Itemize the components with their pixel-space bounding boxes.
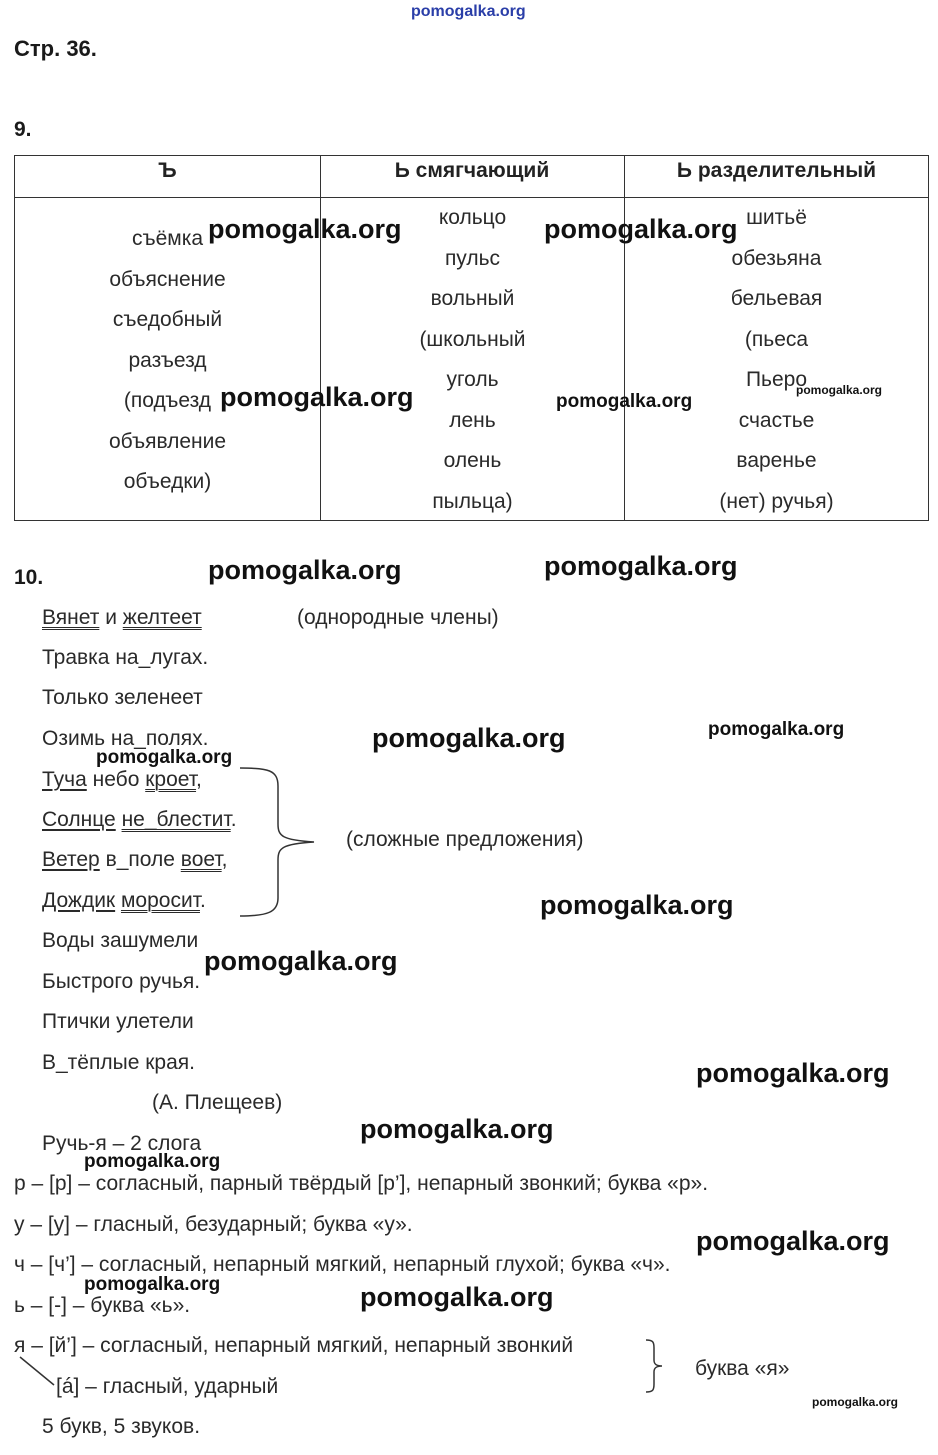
word: в_поле xyxy=(105,848,175,871)
watermark: pomogalka.org xyxy=(556,391,693,412)
punctuation: . xyxy=(230,808,237,831)
table-column-hard-sign xyxy=(15,219,320,503)
word-cell: кольцо xyxy=(438,206,507,229)
poem-line-10: Быстрого ручья. xyxy=(42,970,201,993)
watermark: pomogalka.org xyxy=(208,555,402,585)
watermark: pomogalka.org xyxy=(360,1282,554,1312)
poem-line-3: Только зеленеет xyxy=(42,686,203,709)
word-cell: обезьяна xyxy=(731,246,822,270)
poem-line-7 xyxy=(42,848,228,872)
table-column-separating-sign xyxy=(624,198,929,522)
exercise-9-number: 9. xyxy=(14,118,32,141)
watermark: pomogalka.org xyxy=(84,1274,221,1295)
punctuation: , xyxy=(196,768,202,791)
word-cell: счастье xyxy=(738,408,815,432)
watermark: pomogalka.org xyxy=(540,890,734,920)
watermark: pomogalka.org xyxy=(360,1114,554,1144)
watermark: pomogalka.org xyxy=(208,214,402,244)
exercise-10-number: 10. xyxy=(14,566,44,589)
analysis-line-u: у – [у] – гласный, безударный; буква «у». xyxy=(14,1213,413,1236)
connector-line-icon xyxy=(18,1355,58,1395)
watermark: pomogalka.org xyxy=(372,723,566,753)
predicate: моросит xyxy=(120,889,200,912)
note-homogeneous: (однородные члены) xyxy=(297,606,499,629)
watermark: pomogalka.org xyxy=(220,382,414,412)
word-cell: лень xyxy=(449,408,496,432)
word-cell: шитьё xyxy=(746,206,807,229)
watermark: pomogalka.org xyxy=(204,946,398,976)
poem-line-6 xyxy=(42,808,237,832)
syllable-division: Ручь-я – 2 слога xyxy=(42,1132,202,1155)
word-cell: (подъезд xyxy=(123,389,212,412)
top-watermark: pomogalka.org xyxy=(411,3,526,20)
predicate: воет xyxy=(180,848,222,871)
table-header-softening-sign: Ь смягчающий xyxy=(394,159,550,182)
poem-line-9: Воды зашумели xyxy=(42,929,199,952)
table-header-hard-sign: Ъ xyxy=(158,159,177,182)
word-cell: разъезд xyxy=(128,348,207,372)
subject: Дождик xyxy=(42,889,116,912)
word-cell: (пьеса xyxy=(744,327,809,351)
word-cell: бельевая xyxy=(730,287,823,310)
word-cell: (нет) ручья) xyxy=(719,489,834,513)
predicate: Вянет xyxy=(42,606,100,629)
word-cell: вольный xyxy=(430,287,515,310)
word-cell: пыльца) xyxy=(432,489,513,513)
watermark: pomogalka.org xyxy=(696,1058,890,1088)
word-cell: уголь xyxy=(446,368,499,391)
poem-line-2: Травка на_лугах. xyxy=(42,646,209,669)
note-complex: (сложные предложения) xyxy=(346,828,584,851)
word-cell: Пьеро xyxy=(745,368,808,391)
word-cell: (школьный xyxy=(419,327,526,351)
poem-line-4: Озимь на_полях. xyxy=(42,727,209,750)
page-heading: Стр. 36. xyxy=(14,36,97,61)
analysis-line-ch: ч – [ч’] – согласный, непарный мягкий, непарный глухой; буква «ч». xyxy=(14,1253,671,1276)
word-cell: съёмка xyxy=(131,227,204,250)
word-cell: объявление xyxy=(108,429,227,453)
predicate: не_блестит xyxy=(121,808,231,831)
punctuation: , xyxy=(221,848,228,871)
watermark: pomogalka.org xyxy=(544,214,738,244)
analysis-line-r: р – [р] – согласный, парный твёрдый [р’], непарный звонкий; буква «р». xyxy=(14,1172,709,1195)
watermark: pomogalka.org xyxy=(708,719,845,740)
punctuation: . xyxy=(199,889,206,912)
watermark: pomogalka.org xyxy=(696,1226,890,1256)
poem-line-5 xyxy=(42,768,202,792)
right-brace-icon xyxy=(645,1338,665,1394)
word-cell: объедки) xyxy=(123,470,212,493)
watermark: pomogalka.org xyxy=(84,1151,221,1172)
word-cell: объяснение xyxy=(109,267,226,291)
subject: Туча xyxy=(42,768,87,791)
poem-line-1 xyxy=(42,606,202,630)
subject: Солнце xyxy=(42,808,116,831)
word-cell: съедобный xyxy=(112,308,223,331)
poem-author: (А. Плещеев) xyxy=(152,1091,283,1114)
conjunction: и xyxy=(105,606,117,629)
analysis-line-soft-sign: ь – [-] – буква «ь». xyxy=(14,1294,191,1317)
summary: 5 букв, 5 звуков. xyxy=(42,1415,201,1438)
watermark: pomogalka.org xyxy=(96,747,233,768)
watermark: pomogalka.org xyxy=(796,383,883,397)
analysis-line-ya-1: я – [й’] – согласный, непарный мягкий, непарный звонкий xyxy=(14,1334,574,1357)
word-cell: пульс xyxy=(444,246,501,270)
right-brace-icon xyxy=(238,766,318,926)
subject: Ветер xyxy=(42,848,100,871)
table-header-separating-sign: Ь разделительный xyxy=(676,159,877,182)
letter-ya-note: буква «я» xyxy=(695,1357,790,1380)
word-cell: варенье xyxy=(736,449,817,472)
poem-line-11: Птички улетели xyxy=(42,1010,194,1033)
predicate: желтеет xyxy=(122,606,202,629)
word: небо xyxy=(92,768,140,791)
poem-line-8 xyxy=(42,889,206,913)
poem-line-12: В_тёплые края. xyxy=(42,1051,195,1074)
word-cell: олень xyxy=(443,449,502,472)
watermark: pomogalka.org xyxy=(544,551,738,581)
predicate: кроет xyxy=(145,768,197,791)
watermark: pomogalka.org xyxy=(812,1395,899,1409)
letters-table xyxy=(14,155,929,521)
table-column-softening-sign xyxy=(320,198,625,522)
analysis-line-ya-2: [á] – гласный, ударный xyxy=(56,1375,279,1398)
